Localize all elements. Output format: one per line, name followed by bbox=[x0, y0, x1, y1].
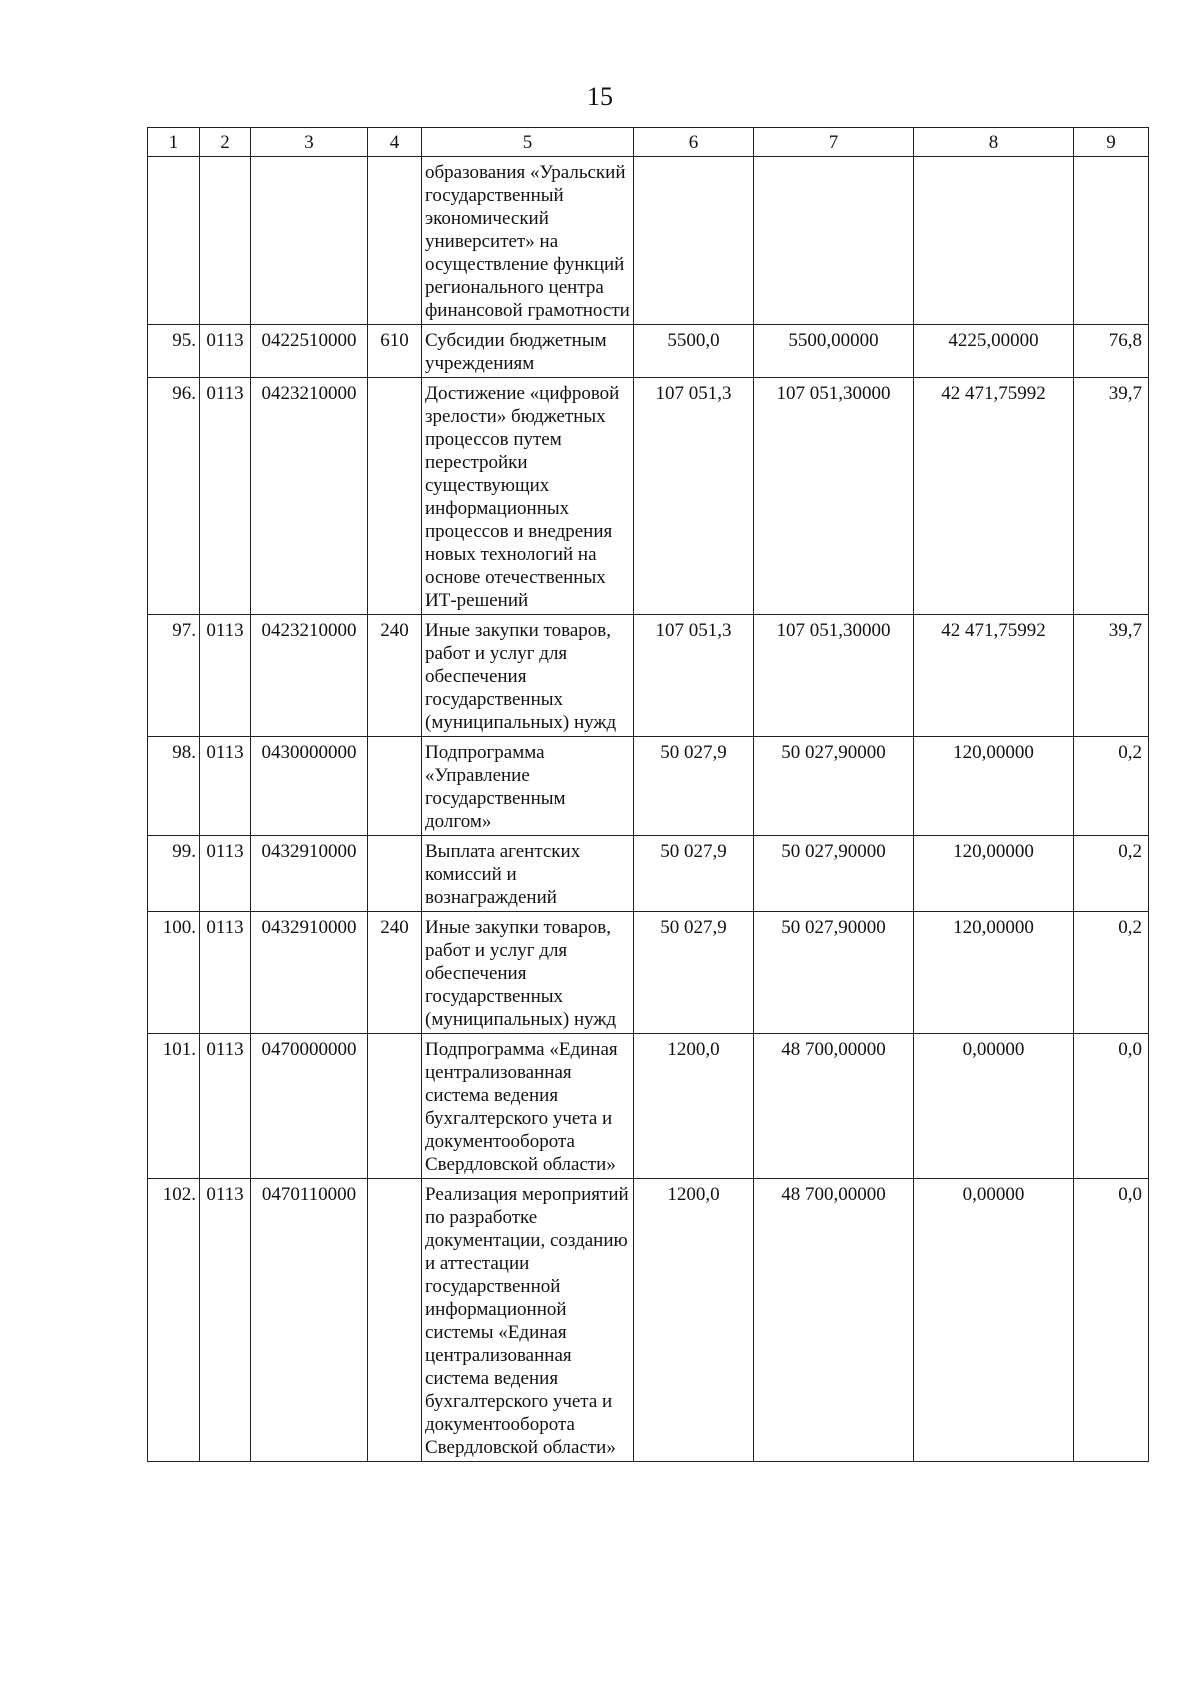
target-article-code: 0470000000 bbox=[251, 1034, 368, 1179]
header-cell: 9 bbox=[1074, 128, 1149, 157]
executed-amount: 42 471,75992 bbox=[914, 615, 1074, 737]
planned-amount: 50 027,9 bbox=[634, 836, 754, 912]
execution-percent: 0,0 bbox=[1074, 1034, 1149, 1179]
item-name: образования «Уральский государственный экономический университет» на осуществление функций регионального центра финансовой грамотности bbox=[422, 157, 634, 325]
table-row bbox=[148, 737, 1149, 836]
item-name: Подпрограмма «Управление государственным долгом» bbox=[422, 737, 634, 836]
table-row bbox=[148, 325, 1149, 378]
execution-percent: 0,2 bbox=[1074, 836, 1149, 912]
row-number: 102. bbox=[148, 1179, 200, 1462]
item-name: Достижение «цифровой зрелости» бюджетных процессов путем перестройки существующих информационных процессов и внедрения новых технологий на основе отечественных ИТ-решений bbox=[422, 378, 634, 615]
execution-percent: 39,7 bbox=[1074, 378, 1149, 615]
adjusted-amount: 48 700,00000 bbox=[754, 1179, 914, 1462]
planned-amount bbox=[634, 157, 754, 325]
section-code: 0113 bbox=[200, 325, 251, 378]
item-name: Подпрограмма «Единая централизованная система ведения бухгалтерского учета и документооборота Свердловской области» bbox=[422, 1034, 634, 1179]
execution-percent: 0,0 bbox=[1074, 1179, 1149, 1462]
target-article-code: 0430000000 bbox=[251, 737, 368, 836]
item-name: Выплата агентских комиссий и вознаграждений bbox=[422, 836, 634, 912]
execution-percent: 76,8 bbox=[1074, 325, 1149, 378]
section-code bbox=[200, 157, 251, 325]
row-number: 95. bbox=[148, 325, 200, 378]
adjusted-amount: 48 700,00000 bbox=[754, 1034, 914, 1179]
header-cell: 7 bbox=[754, 128, 914, 157]
budget-table bbox=[147, 127, 1149, 1462]
row-number bbox=[148, 157, 200, 325]
executed-amount: 0,00000 bbox=[914, 1179, 1074, 1462]
planned-amount: 5500,0 bbox=[634, 325, 754, 378]
planned-amount: 107 051,3 bbox=[634, 615, 754, 737]
execution-percent: 0,2 bbox=[1074, 737, 1149, 836]
executed-amount: 0,00000 bbox=[914, 1034, 1074, 1179]
target-article-code: 0432910000 bbox=[251, 836, 368, 912]
planned-amount: 50 027,9 bbox=[634, 737, 754, 836]
execution-percent: 0,2 bbox=[1074, 912, 1149, 1034]
section-code: 0113 bbox=[200, 378, 251, 615]
table-row bbox=[148, 615, 1149, 737]
item-name: Субсидии бюджетным учреждениям bbox=[422, 325, 634, 378]
executed-amount: 4225,00000 bbox=[914, 325, 1074, 378]
row-number: 100. bbox=[148, 912, 200, 1034]
header-row bbox=[148, 128, 1149, 157]
expense-type-code bbox=[368, 1034, 422, 1179]
item-name: Иные закупки товаров, работ и услуг для обеспечения государственных (муниципальных) нужд bbox=[422, 912, 634, 1034]
table-row bbox=[148, 836, 1149, 912]
table-row bbox=[148, 157, 1149, 325]
table-row bbox=[148, 1179, 1149, 1462]
header-cell: 2 bbox=[200, 128, 251, 157]
target-article-code: 0422510000 bbox=[251, 325, 368, 378]
row-number: 97. bbox=[148, 615, 200, 737]
section-code: 0113 bbox=[200, 1179, 251, 1462]
header-cell: 8 bbox=[914, 128, 1074, 157]
section-code: 0113 bbox=[200, 912, 251, 1034]
planned-amount: 1200,0 bbox=[634, 1179, 754, 1462]
adjusted-amount bbox=[754, 157, 914, 325]
target-article-code: 0423210000 bbox=[251, 378, 368, 615]
execution-percent: 39,7 bbox=[1074, 615, 1149, 737]
adjusted-amount: 50 027,90000 bbox=[754, 737, 914, 836]
row-number: 98. bbox=[148, 737, 200, 836]
section-code: 0113 bbox=[200, 737, 251, 836]
header-cell: 5 bbox=[422, 128, 634, 157]
execution-percent bbox=[1074, 157, 1149, 325]
table-row bbox=[148, 1034, 1149, 1179]
target-article-code: 0470110000 bbox=[251, 1179, 368, 1462]
executed-amount: 120,00000 bbox=[914, 737, 1074, 836]
executed-amount: 120,00000 bbox=[914, 836, 1074, 912]
adjusted-amount: 50 027,90000 bbox=[754, 836, 914, 912]
page-number: 15 bbox=[587, 82, 613, 111]
adjusted-amount: 50 027,90000 bbox=[754, 912, 914, 1034]
section-code: 0113 bbox=[200, 615, 251, 737]
section-code: 0113 bbox=[200, 1034, 251, 1179]
expense-type-code bbox=[368, 157, 422, 325]
item-name: Иные закупки товаров, работ и услуг для обеспечения государственных (муниципальных) нужд bbox=[422, 615, 634, 737]
planned-amount: 50 027,9 bbox=[634, 912, 754, 1034]
adjusted-amount: 5500,00000 bbox=[754, 325, 914, 378]
expense-type-code bbox=[368, 1179, 422, 1462]
target-article-code bbox=[251, 157, 368, 325]
target-article-code: 0432910000 bbox=[251, 912, 368, 1034]
row-number: 96. bbox=[148, 378, 200, 615]
expense-type-code: 240 bbox=[368, 912, 422, 1034]
expense-type-code: 240 bbox=[368, 615, 422, 737]
planned-amount: 107 051,3 bbox=[634, 378, 754, 615]
adjusted-amount: 107 051,30000 bbox=[754, 378, 914, 615]
item-name: Реализация мероприятий по разработке документации, созданию и аттестации государственной информационной системы «Единая централизованная система ведения бухгалтерского учета и документооборота Свердловской области» bbox=[422, 1179, 634, 1462]
expense-type-code bbox=[368, 737, 422, 836]
expense-type-code bbox=[368, 836, 422, 912]
row-number: 101. bbox=[148, 1034, 200, 1179]
header-cell: 3 bbox=[251, 128, 368, 157]
header-cell: 1 bbox=[148, 128, 200, 157]
executed-amount bbox=[914, 157, 1074, 325]
executed-amount: 120,00000 bbox=[914, 912, 1074, 1034]
target-article-code: 0423210000 bbox=[251, 615, 368, 737]
section-code: 0113 bbox=[200, 836, 251, 912]
table-row bbox=[148, 378, 1149, 615]
adjusted-amount: 107 051,30000 bbox=[754, 615, 914, 737]
row-number: 99. bbox=[148, 836, 200, 912]
header-cell: 6 bbox=[634, 128, 754, 157]
header-cell: 4 bbox=[368, 128, 422, 157]
executed-amount: 42 471,75992 bbox=[914, 378, 1074, 615]
expense-type-code bbox=[368, 378, 422, 615]
table-row bbox=[148, 912, 1149, 1034]
expense-type-code: 610 bbox=[368, 325, 422, 378]
planned-amount: 1200,0 bbox=[634, 1034, 754, 1179]
